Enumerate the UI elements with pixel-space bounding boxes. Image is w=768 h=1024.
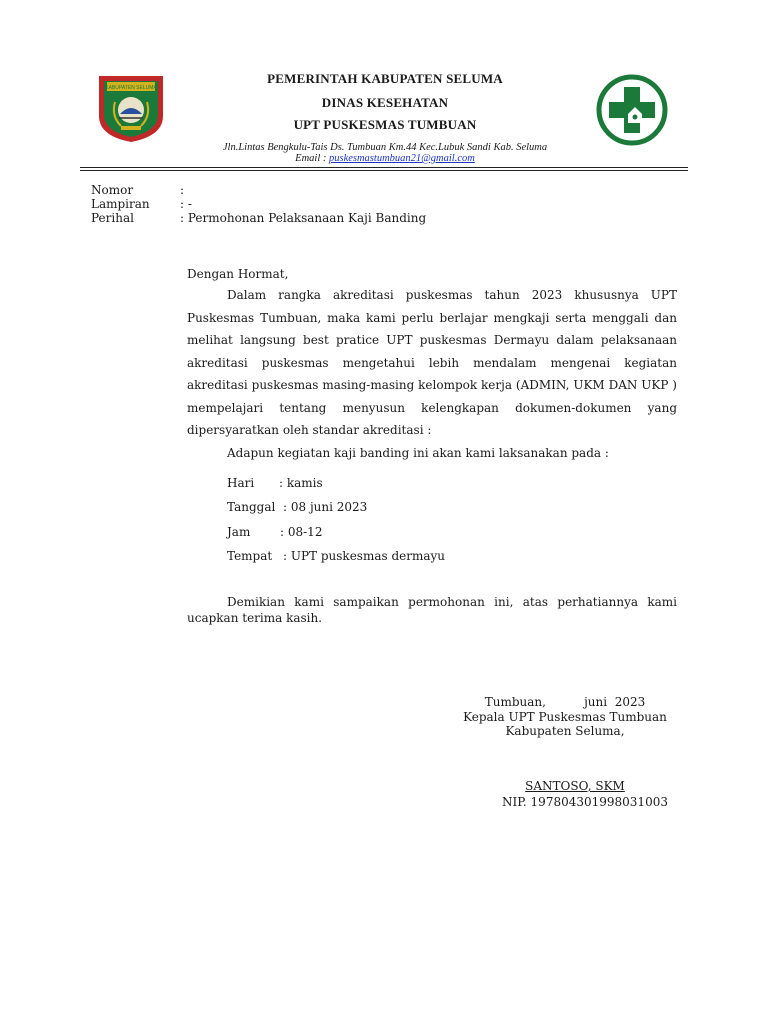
nomor-label: Nomor (91, 183, 134, 197)
hari-value: : kamis (279, 476, 323, 490)
department-title: DINAS KESEHATAN (321, 95, 449, 110)
office-address: Jln.Lintas Bengkulu-Tais Ds. Tumbuan Km.44 Kec.Lubuk Sandi Kab. Seluma (222, 142, 548, 153)
hari-label: Hari (227, 476, 255, 490)
signatory-nip: NIP. 197804301998031003 (502, 795, 668, 809)
tempat-value: : UPT puskesmas dermayu (283, 549, 446, 563)
kabupaten-seluma-logo (95, 72, 167, 144)
greeting: Dengan Hormat, (187, 267, 289, 281)
jam-label: Jam (227, 525, 251, 539)
perihal-label: Perihal (91, 211, 134, 225)
signatory-position: Kepala UPT Puskesmas Tumbuan (463, 710, 667, 724)
place-date: Tumbuan, juni 2023 (484, 695, 646, 709)
svg-text:KABUPATEN SELUMA: KABUPATEN SELUMA (105, 85, 157, 91)
signatory-name: SANTOSO, SKM (525, 779, 625, 793)
closing-paragraph: Demikian kami sampaikan permohonan ini, atas perhatiannya kami ucapkan terima kasih. (187, 595, 677, 625)
header-divider (80, 167, 688, 168)
perihal-value: : Permohonan Pelaksanaan Kaji Banding (180, 211, 427, 225)
lampiran-value: : - (180, 197, 192, 211)
office-title: UPT PUSKESMAS TUMBUAN (293, 117, 477, 132)
main-paragraph: Dalam rangka akreditasi puskesmas tahun 2023 khususnya UPT Puskesmas Tumbuan, maka kami perlu berlajar mengkaji serta menggali dan melihat langsung best pratice UPT puskesmas Dermayu dalam pelaksanaan akreditasi puskesmas mengetahui lebih mendalam mengenai kegiatan akreditasi puskesmas masing-masing kelompok kerja (ADMIN, UKM DAN UKP ) mempelajari tentang menyusun kelengkapan dokumen-dokumen yang dipersyaratkan oleh standar akreditasi : (187, 288, 677, 437)
puskesmas-logo (595, 73, 669, 147)
nomor-value: : (180, 183, 185, 197)
government-title: PEMERINTAH KABUPATEN SELUMA (267, 71, 503, 86)
signatory-region: Kabupaten Seluma, (505, 724, 625, 738)
email-label: Email : (295, 153, 327, 164)
tanggal-label: Tanggal (227, 500, 276, 514)
lampiran-label: Lampiran (91, 197, 150, 211)
office-email-line (180, 153, 590, 164)
tempat-label: Tempat (227, 549, 273, 563)
schedule-intro: Adapun kegiatan kaji banding ini akan kami laksanakan pada : (227, 446, 609, 460)
email-link[interactable]: puskesmastumbuan21@gmail.com (328, 153, 475, 164)
header-divider-thin (80, 170, 688, 171)
jam-value: : 08-12 (280, 525, 323, 539)
tanggal-value: : 08 juni 2023 (283, 500, 368, 514)
